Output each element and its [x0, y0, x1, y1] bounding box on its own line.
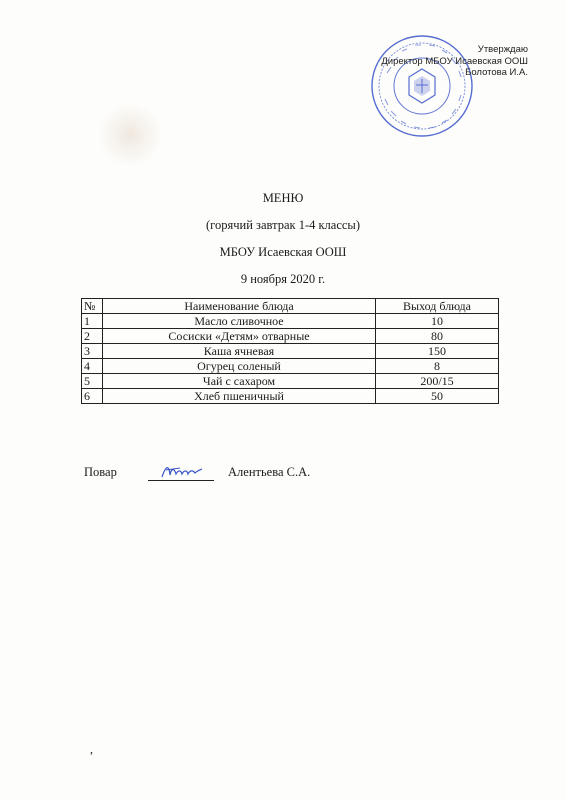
- table-row: [82, 314, 499, 329]
- header-yield: Выход блюда: [376, 299, 499, 314]
- header-number: №: [82, 299, 103, 314]
- cook-name: Алентьева С.А.: [228, 465, 311, 479]
- table-header-row: [82, 299, 499, 314]
- cook-signature: [160, 461, 204, 481]
- stray-mark: ,: [90, 742, 93, 756]
- table-row: [82, 329, 499, 344]
- dish-yield: 150: [376, 344, 499, 359]
- approval-title: Утверждаю: [477, 44, 528, 55]
- row-number: 5: [82, 374, 103, 389]
- dish-name: Чай с сахаром: [103, 374, 376, 389]
- cook-signature-block: [0, 465, 566, 485]
- row-number: 2: [82, 329, 103, 344]
- meal-subtitle: (горячий завтрак 1-4 классы): [205, 218, 360, 232]
- row-number: 4: [82, 359, 103, 374]
- cook-label: Повар: [84, 465, 117, 479]
- row-number: 3: [82, 344, 103, 359]
- dish-yield: 50: [376, 389, 499, 404]
- dish-yield: 80: [376, 329, 499, 344]
- menu-table: [81, 298, 499, 404]
- menu-title: МЕНЮ: [262, 191, 304, 205]
- row-number: 1: [82, 314, 103, 329]
- menu-date: 9 ноября 2020 г.: [240, 272, 326, 286]
- approval-block: [381, 44, 528, 79]
- dish-yield: 8: [376, 359, 499, 374]
- dish-yield: 10: [376, 314, 499, 329]
- dish-yield: 200/15: [376, 374, 499, 389]
- school-name: МБОУ Исаевская ООШ: [219, 245, 347, 259]
- dish-name: Сосиски «Детям» отварные: [103, 329, 376, 344]
- dish-name: Масло сливочное: [103, 314, 376, 329]
- dish-name: Каша ячневая: [103, 344, 376, 359]
- table-row: [82, 389, 499, 404]
- table-row: [82, 374, 499, 389]
- table-row: [82, 359, 499, 374]
- approval-position: Директор МБОУ Исаевская ООШ: [381, 55, 528, 67]
- header-dish-name: Наименование блюда: [103, 299, 376, 314]
- row-number: 6: [82, 389, 103, 404]
- scan-smudge: [95, 105, 165, 165]
- dish-name: Хлеб пшеничный: [103, 389, 376, 404]
- table-row: [82, 344, 499, 359]
- approval-name: Болотова И.А.: [465, 67, 528, 78]
- dish-name: Огурец соленый: [103, 359, 376, 374]
